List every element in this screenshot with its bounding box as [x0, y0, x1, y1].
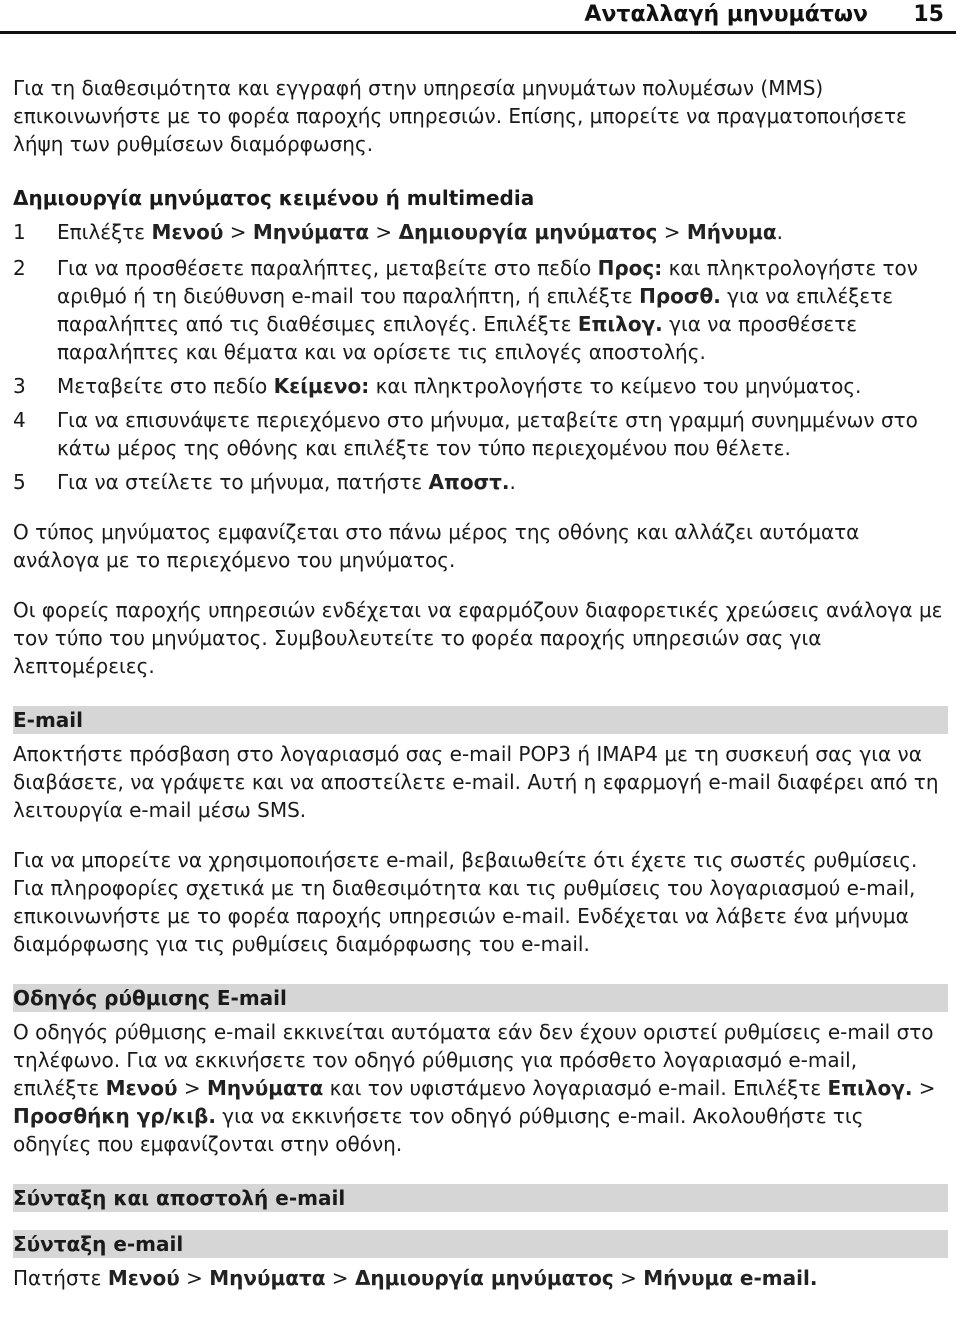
step-item: 4 Για να επισυνάψετε περιεχόμενο στο μήνυμα, μεταβείτε στη γραμμή συνημμένων στο κάτω μέρος της οθόνης και επιλέξτε τον τύπο περιεχομένου που θέλετε.: [13, 408, 918, 460]
message-type-paragraph: Ο τύπος μηνύματος εμφανίζεται στο πάνω μέρος της οθόνης και αλλάζει αυτόματα ανάλογα με το περιεχόμενο του μηνύματος.: [13, 520, 860, 572]
page-number: 15: [913, 2, 944, 27]
menu-path-item: Μενού: [151, 220, 224, 244]
step-number: 3: [13, 374, 26, 398]
create-steps-list: [13, 218, 948, 496]
email-intro-paragraph: Αποκτήστε πρόσβαση στο λογαριασμό σας e-mail POP3 ή IMAP4 με τη συσκευή σας για να διαβάσετε, να γράψετε και να αποστείλετε e-mail. Αυτή η εφαρμογή e-mail διαφέρει από τη λειτουργία e-mail μέσω SMS.: [13, 742, 939, 822]
softkey-label: Αποστ.: [428, 470, 510, 494]
menu-path-item: Μενού: [105, 1076, 178, 1100]
field-label: Κείμενο:: [273, 374, 370, 398]
compose-email-subheading: Σύνταξη e-mail: [13, 1230, 948, 1258]
charges-paragraph: Οι φορείς παροχής υπηρεσιών ενδέχεται να εφαρμόζουν διαφορετικές χρεώσεις ανάλογα με τον τύπο του μηνύματος. Συμβουλευτείτε το φορέα παροχής υπηρεσιών σας για λεπτομέρειες.: [13, 598, 943, 678]
email-wizard-paragraph: Ο οδηγός ρύθμισης e-mail εκκινείται αυτόματα εάν δεν έχουν οριστεί ρυθμίσεις e-mail στο τηλέφωνο. Για να εκκινήσετε τον οδηγό ρύθμισης για πρόσθετο λογαριασμό e-mail, επιλέξτε Μενού > Μηνύματα και τον υφιστάμενο λογαριασμό e-mail. Επιλέξτε Επιλογ. > Προσθήκη γρ/κιβ. για να εκκινήσετε τον οδηγό ρύθμισης e-mail. Ακολουθήστε τις οδηγίες που εμφανίζονται στην οθόνη.: [13, 1020, 936, 1156]
softkey-label: Προσθ.: [639, 284, 721, 308]
menu-path-item: Μηνύματα: [209, 1266, 326, 1290]
page-content: [13, 74, 948, 1292]
header-title: Ανταλλαγή μηνυμάτων: [584, 2, 868, 27]
step-number: 5: [13, 470, 26, 494]
step-item: 1 Επιλέξτε Μενού > Μηνύματα > Δημιουργία μηνύματος > Μήνυμα.: [13, 220, 783, 244]
step-number: 4: [13, 408, 26, 432]
step-item: 5 Για να στείλετε το μήνυμα, πατήστε Αποστ..: [13, 470, 516, 494]
softkey-label: Επιλογ.: [577, 312, 663, 336]
menu-path-item: Μηνύματα: [207, 1076, 324, 1100]
compose-email-paragraph: Πατήστε Μενού > Μηνύματα > Δημιουργία μηνύματος > Μήνυμα e-mail.: [13, 1266, 818, 1290]
menu-path-item: Μήνυμα: [686, 220, 777, 244]
menu-path-item: Επιλογ.: [827, 1076, 913, 1100]
menu-path-item: Προσθήκη γρ/κιβ.: [13, 1104, 216, 1128]
menu-path-item: Δημιουργία μηνύματος: [398, 220, 658, 244]
email-heading: E-mail: [13, 706, 948, 734]
intro-paragraph: Για τη διαθεσιμότητα και εγγραφή στην υπηρεσία μηνυμάτων πολυμέσων (MMS) επικοινωνήστε με το φορέα παροχής υπηρεσιών. Επίσης, μπορείτε να πραγματοποιήσετε λήψη των ρυθμίσεων διαμόρφωσης.: [13, 76, 907, 156]
compose-send-heading: Σύνταξη και αποστολή e-mail: [13, 1184, 948, 1212]
create-message-heading: Δημιουργία μηνύματος κειμένου ή multimedia: [13, 186, 535, 210]
step-item: 2 Για να προσθέσετε παραλήπτες, μεταβείτε στο πεδίο Προς: και πληκτρολογήστε τον αριθμό ή τη διεύθυνση e-mail του παραλήπτη, ή επιλέξτε Προσθ. για να επιλέξετε παραλήπτες από τις διαθέσιμες επιλογές. Επιλέξτε Επιλογ. για να προσθέσετε παραλήπτες και θέματα και να ορίσετε τις επιλογές αποστολής.: [13, 256, 918, 364]
step-item: 3 Μεταβείτε στο πεδίο Κείμενο: και πληκτρολογήστε το κείμενο του μηνύματος.: [13, 374, 862, 398]
step-number: 2: [13, 256, 26, 280]
menu-path-item: Δημιουργία μηνύματος: [354, 1266, 614, 1290]
page-header: [0, 0, 956, 34]
menu-path-item: Μενού: [107, 1266, 180, 1290]
email-wizard-heading: Οδηγός ρύθμισης E-mail: [13, 984, 948, 1012]
step-number: 1: [13, 220, 26, 244]
menu-path-item: Μηνύματα: [252, 220, 370, 244]
email-settings-paragraph: Για να μπορείτε να χρησιμοποιήσετε e-mail, βεβαιωθείτε ότι έχετε τις σωστές ρυθμίσεις. Για πληροφορίες σχετικά με τη διαθεσιμότητα και τις ρυθμίσεις του λογαριασμού e-mail, επικοινωνήστε με το φορέα παροχής υπηρεσιών e-mail. Ενδέχεται να λάβετε ένα μήνυμα διαμόρφωσης για τις ρυθμίσεις διαμόρφωσης του e-mail.: [13, 848, 918, 956]
field-label: Προς:: [597, 256, 663, 280]
menu-path-item: Μήνυμα e-mail: [643, 1266, 810, 1290]
